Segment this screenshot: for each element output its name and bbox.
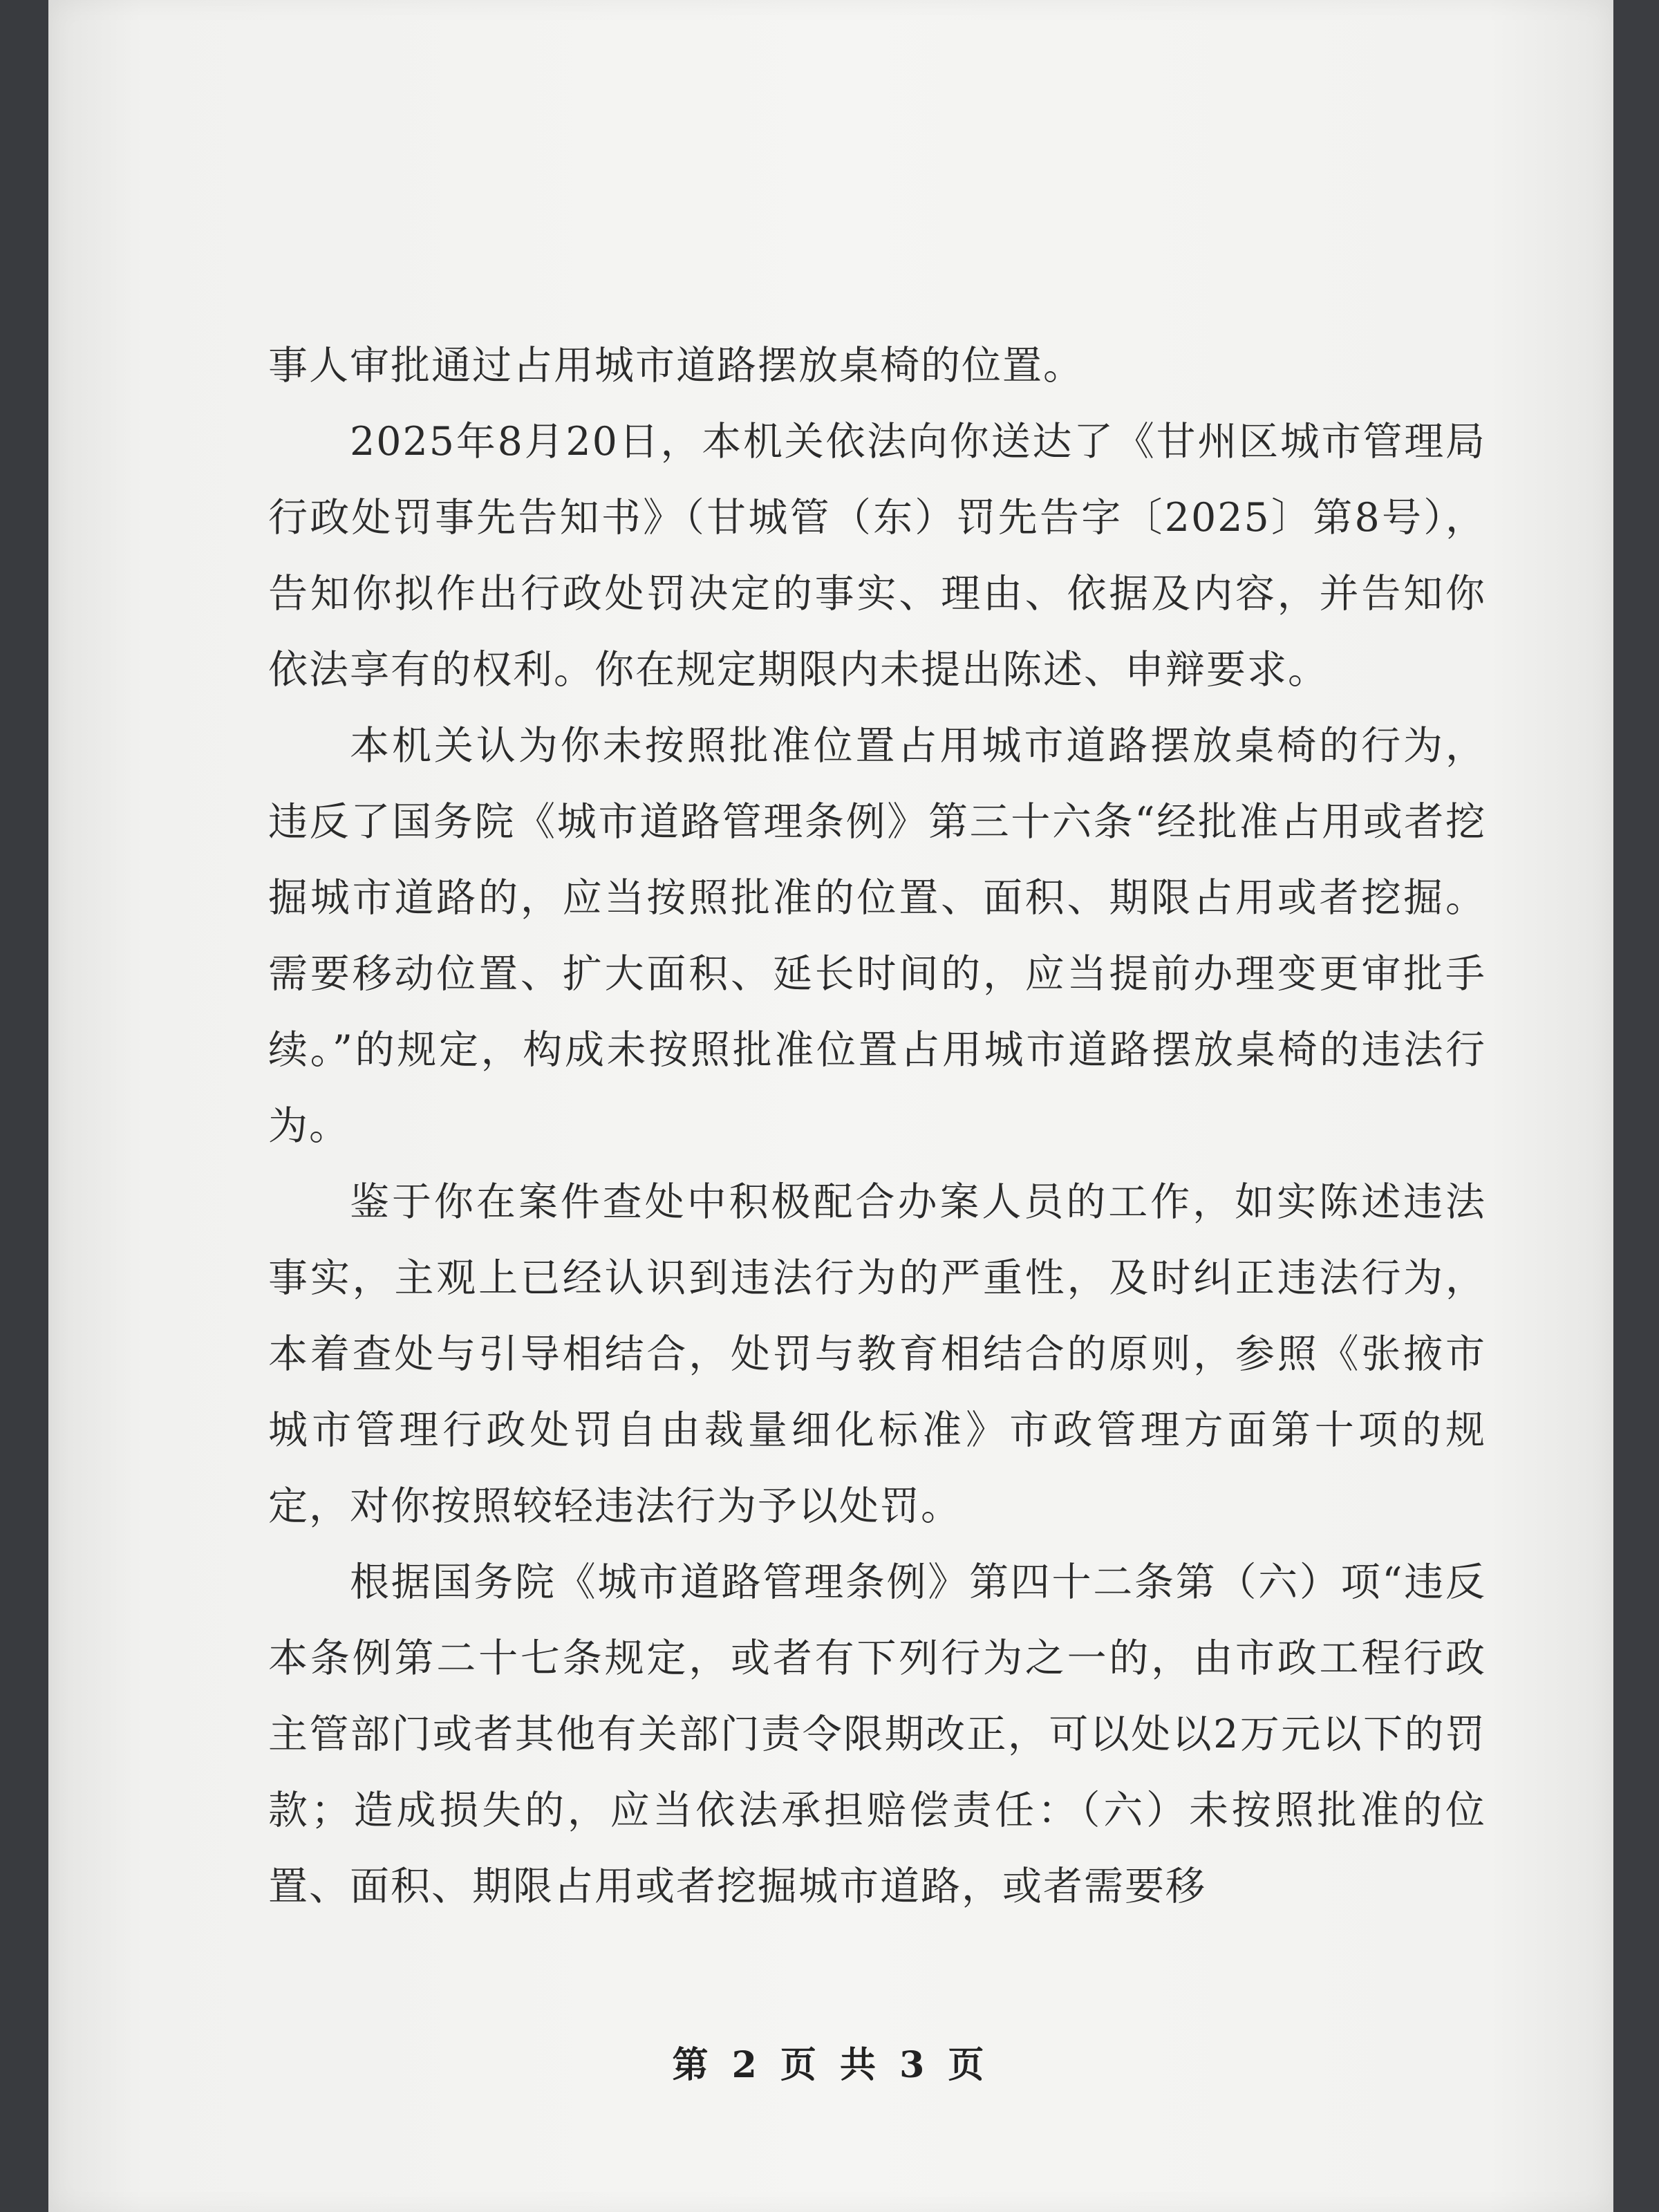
paragraph-notice-delivery: 2025年8月20日，本机关依法向你送达了《甘州区城市管理局行政处罚事先告知书》（甘城管（东）罚先告字〔2025〕第8号），告知你拟作出行政处罚决定的事实、理由、依据及内容，并告知你依法享有的权利。你在规定期限内未提出陈述、申辩要求。 <box>268 419 1486 693</box>
paragraph-violation-finding: 本机关认为你未按照批准位置占用城市道路摆放桌椅的行为，违反了国务院《城市道路管理条例》第三十六条“经批准占用或者挖掘城市道路的，应当按照批准的位置、面积、期限占用或者挖掘。需要移动位置、扩大面积、延长时间的，应当提前办理变更审批手续。”的规定，构成未按照批准位置占用城市道路摆放桌椅的违法行为。 <box>268 723 1486 1149</box>
paragraph-legal-basis: 根据国务院《城市道路管理条例》第四十二条第（六）项“违反本条例第二十七条规定，或者有下列行为之一的，由市政工程行政主管部门或者其他有关部门责令限期改正，可以处以2万元以下的罚款；造成损失的，应当依法承担赔偿责任：（六）未按照批准的位置、面积、期限占用或者挖掘城市道路，或者需要移 <box>268 1559 1486 1909</box>
page-number-footer: 第 2 页 共 3 页 <box>672 2044 990 2086</box>
paragraph-mitigating-circumstances: 鉴于你在案件查处中积极配合办案人员的工作，如实陈述违法事实，主观上已经认识到违法行为的严重性，及时纠正违法行为，本着查处与引导相结合，处罚与教育相结合的原则，参照《张掖市城市管理行政处罚自由裁量细化标准》市政管理方面第十项的规定，对你按照较轻违法行为予以处罚。 <box>268 1179 1486 1529</box>
document-body <box>268 328 1486 1924</box>
paragraph-continued: 事人审批通过占用城市道路摆放桌椅的位置。 <box>268 343 1084 388</box>
document-page <box>48 0 1613 2212</box>
background-left-edge <box>0 0 48 2212</box>
background-right-edge <box>1613 0 1659 2212</box>
